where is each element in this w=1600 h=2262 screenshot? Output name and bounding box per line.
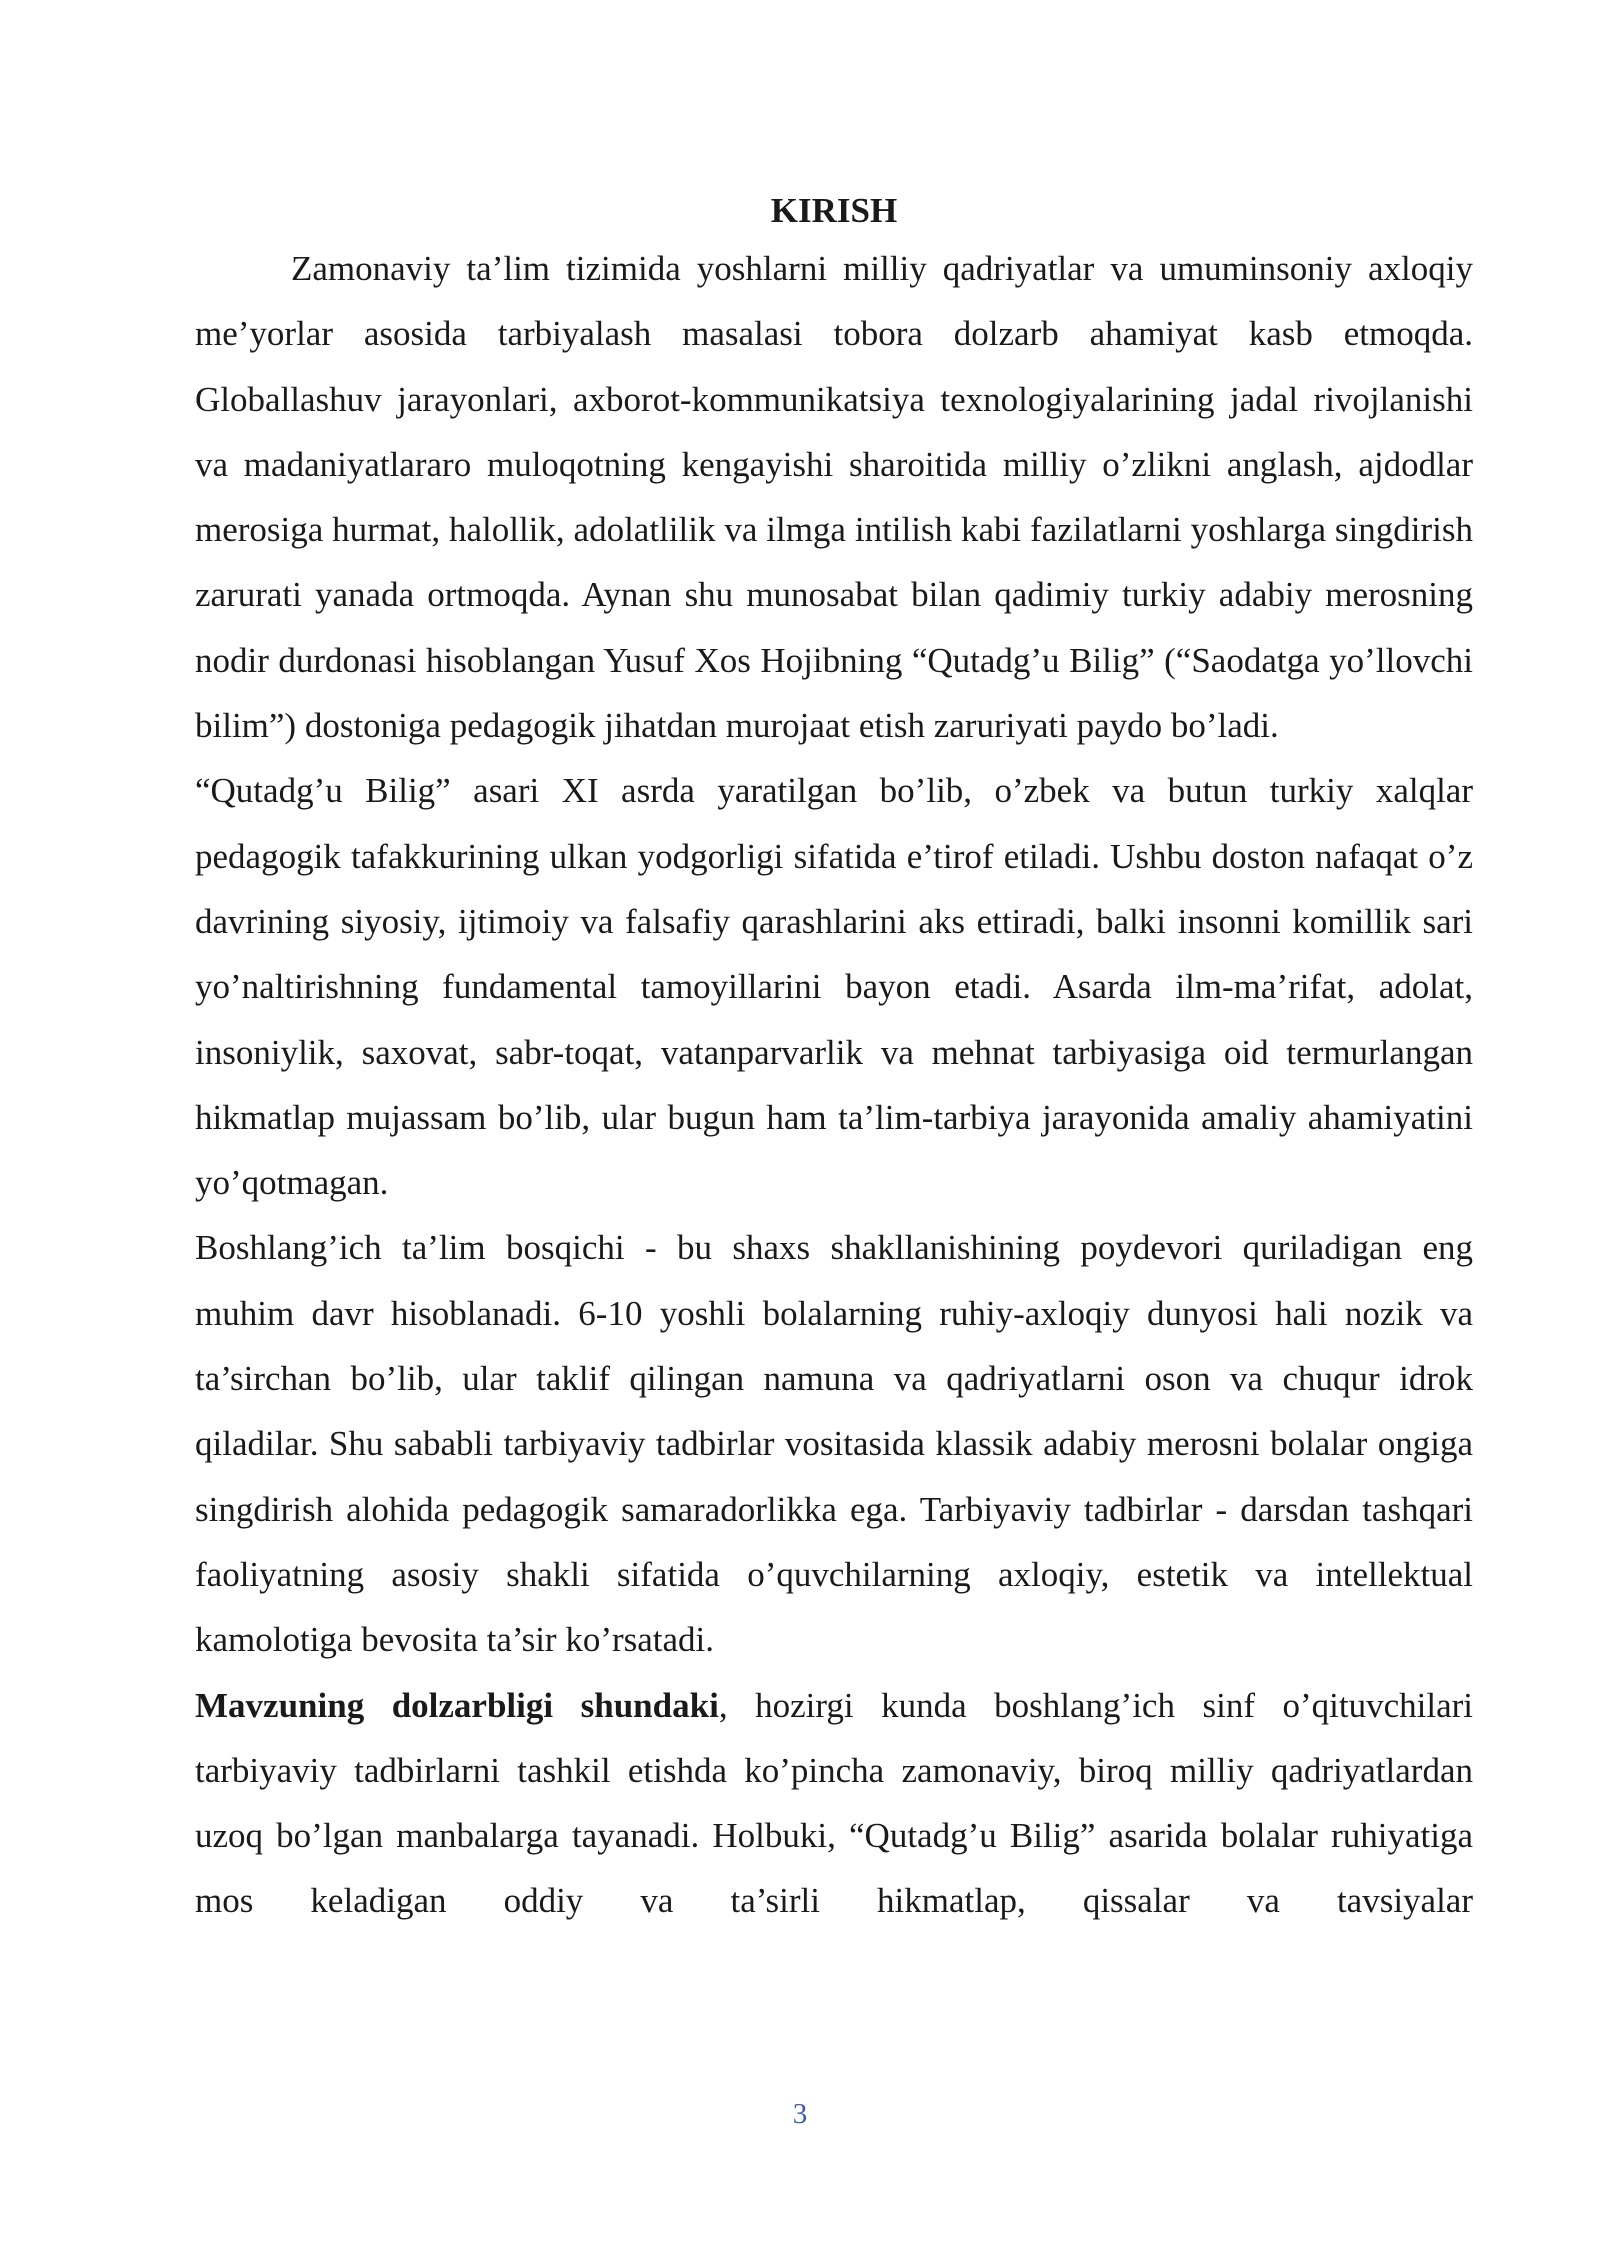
paragraph-primary-education: Boshlang’ich ta’lim bosqichi - bu shaxs shakllanishining poydevori quriladigan eng muhim davr hisoblanadi. 6-10 yoshli bolalarning ruhiy-axloqiy dunyosi hali nozik va ta’sirchan bo’lib, ular taklif qilingan namuna va qadriyatlarni oson va chuqur idrok qiladilar. Shu sababli tarbiyaviy tadbirlar vositasida klassik adabiy merosni bolalar ongiga singdirish alohida pedagogik samaradorlikka ega. Tarbiyaviy tadbirlar - darsdan tashqari faoliyatning asosiy shakli sifatida o’quvchilarning axloqiy, estetik va intellektual kamolotiga bevosita ta’sir ko’rsatadi. — [195, 1228, 1473, 1660]
page-title: KIRISH — [770, 191, 898, 230]
relevance-bold-lead: Mavzuning dolzarbligi shundaki — [195, 1685, 719, 1725]
paragraph-relevance — [195, 1673, 1473, 1934]
paragraph-qutadgu-bilig: “Qutadg’u Bilig” asari XI asrda yaratilgan bo’lib, o’zbek va butun turkiy xalqlar pedagogik tafakkurining ulkan yodgorligi sifatida e’tirof etiladi. Ushbu doston nafaqat o’z davrining siyosiy, ijtimoiy va falsafiy qarashlarini aks ettiradi, balki insonni komillik sari yo’naltirishning fundamental tamoyillarini bayon etadi. Asarda ilm-ma’rifat, adolat, insoniylik, saxovat, sabr-toqat, vatanparvarlik va mehnat tarbiyasiga oid termurlangan hikmatlap mujassam bo’lib, ular bugun ham ta’lim-tarbiya jarayonida amaliy ahamiyatini yo’qotmagan. — [195, 771, 1473, 1203]
page-number: 3 — [792, 2098, 808, 2130]
relevance-text: , hozirgi kunda boshlang’ich sinf o’qituvchilari tarbiyaviy tadbirlarni tashkil etishda ko’pincha zamonaviy, biroq milliy qadriyatlardan uzoq bo’lgan manbalarga tayanadi. Holbuki, “Qutadg’u Bilig” asarida bolalar ruhiyatiga mos keladigan oddiy va ta’sirli hikmatlap, qissalar va tavsiyalar — [195, 1685, 1473, 1921]
page-content — [195, 186, 1473, 1934]
paragraph-intro: Zamonaviy ta’lim tizimida yoshlarni milliy qadriyatlar va umuminsoniy axloqiy me’yorlar asosida tarbiyalash masalasi tobora dolzarb ahamiyat kasb etmoqda. Globallashuv jarayonlari, axborot-kommunikatsiya texnologiyalarining jadal rivojlanishi va madaniyatlararo muloqotning kengayishi sharoitida milliy o’zlikni anglash, ajdodlar merosiga hurmat, halollik, adolatlilik va ilmga intilish kabi fazilatlarni yoshlarga singdirish zarurati yanada ortmoqda. Aynan shu munosabat bilan qadimiy turkiy adabiy merosning nodir durdonasi hisoblangan Yusuf Xos Hojibning “Qutadg’u Bilig” (“Saodatga yo’llovchi bilim”) dostoniga pedagogik jihatdan murojaat etish zaruriyati paydo bo’ladi. — [195, 249, 1473, 746]
